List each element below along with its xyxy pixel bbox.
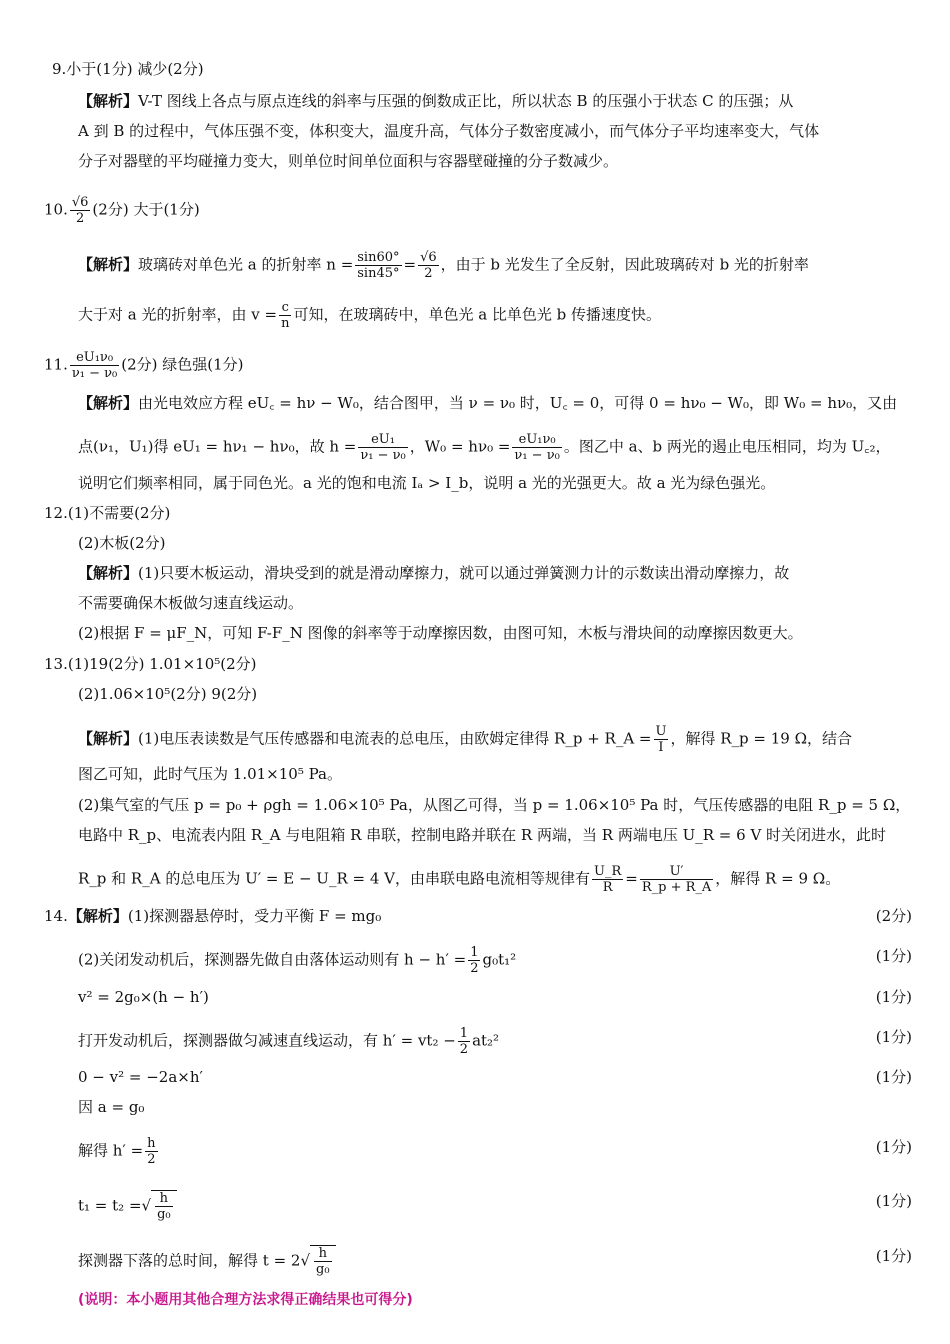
q14-step-7: 解得 h′ = $\frac{h}{2}$ (1分) xyxy=(78,1136,912,1167)
grading-note: (说明：本小题用其他合理方法求得正确结果也可得分) xyxy=(78,1292,413,1308)
q10-answer-rest: (2分) 大于(1分) xyxy=(92,200,200,219)
q10-number: 10. xyxy=(44,200,68,219)
sin-ratio-fraction: $\frac{\sin 60^\circ}{\sin 45^\circ}$ xyxy=(357,250,400,281)
root-fraction: $\frac{√6}{2}$ xyxy=(420,250,437,281)
q14-step-4: 打开发动机后，探测器做匀减速直线运动，有 h′ = vt₂ − $\frac{1}{2}$ at₂² (1分) xyxy=(78,1026,912,1057)
score: (1分) xyxy=(875,1192,912,1210)
analysis-tag: 【解析】 xyxy=(78,729,139,748)
score: (1分) xyxy=(875,1068,912,1086)
analysis-tag: 【解析】 xyxy=(78,394,139,412)
analysis-tag: 【解析】 xyxy=(78,255,139,274)
q10-answer-fraction: $\frac{√6}{2}$ xyxy=(71,195,89,226)
half-fraction: $\frac{1}{2}$ xyxy=(470,945,479,976)
q9-analysis-line-2: A 到 B 的过程中，气体压强不变，体积变大，温度升高，气体分子数密度减小，而气体分子平均速率变大，气体 xyxy=(78,122,820,140)
analysis-tag: 【解析】 xyxy=(78,92,139,110)
score: (1分) xyxy=(875,1028,912,1046)
h-half-fraction: $\frac{h}{2}$ xyxy=(147,1136,156,1167)
w-fraction: $\frac{\text{eU₁ν₀}}{\text{ν₁ − ν₀}}$ xyxy=(514,432,560,463)
q14-step-9: 探测器下落的总时间，解得 t = 2√ $\frac{h}{\text{g₀}}$ (1分) xyxy=(78,1246,912,1277)
score: (1分) xyxy=(875,947,912,965)
q12-analysis-line-3: (2)根据 F = μF_N，可知 F-F_N 图像的斜率等于动摩擦因数，由图可知，木板与滑块间的动摩擦因数更大。 xyxy=(78,624,803,642)
q9-text-1: V-T 图线上各点与原点连线的斜率与压强的倒数成正比，所以状态 B 的压强小于状态 C 的压强；从 xyxy=(138,92,794,110)
q13-analysis-line-1: 【解析】(1)电压表读数是气压传感器和电流表的总电压，由欧姆定律得 R_p + R_A = $\frac{U}{I}$ ，解得 R_p = 19 Ω，结合 xyxy=(78,724,853,755)
q12-analysis-line-2: 不需要确保木板做匀速直线运动。 xyxy=(78,594,304,612)
score: (1分) xyxy=(875,1247,912,1265)
score: (1分) xyxy=(875,1138,912,1156)
q11-answer: 11. $\frac{\text{eU₁ν₀}}{\text{ν₁ − ν₀}}$ (2分) 绿色强(1分) xyxy=(44,350,244,381)
q13-analysis-line-3: (2)集气室的气压 p = p₀ + ρgh = 1.06×10⁵ Pa，从图乙可得，当 p = 1.06×10⁵ Pa 时，气压传感器的电阻 R_p = 5 Ω， xyxy=(78,796,911,814)
q12-analysis-line-1: 【解析】(1)只要木板运动，滑块受到的就是滑动摩擦力，就可以通过弹簧测力计的示数读出滑动摩擦力，故 xyxy=(78,564,790,582)
ohm-fraction: $\frac{U}{I}$ xyxy=(655,724,667,755)
analysis-tag: 【解析】 xyxy=(67,907,128,925)
q14-step-3: v² = 2g₀×(h − h′) (1分) xyxy=(78,988,912,1006)
score: (2分) xyxy=(875,907,912,925)
ur-fraction: $\frac{U\_R}{R}$ xyxy=(594,864,622,895)
q11-answer-fraction: $\frac{\text{eU₁ν₀}}{\text{ν₁ − ν₀}}$ xyxy=(71,350,118,381)
q13-analysis-line-2: 图乙可知，此时气压为 1.01×10⁵ Pa。 xyxy=(78,765,342,783)
speed-fraction: $\frac{c}{n}$ xyxy=(281,300,290,331)
sqrt-radicand: $\frac{h}{\text{g₀}}$ xyxy=(151,1190,177,1222)
q14-step-2: (2)关闭发动机后，探测器先做自由落体运动则有 h − h′ = $\frac{1}{2}$ g₀t₁² (1分) xyxy=(78,945,912,976)
q12-answer-1: 12.(1)不需要(2分) xyxy=(44,504,171,522)
q11-analysis-line-3: 说明它们频率相同，属于同色光。a 光的饱和电流 Iₐ > I_b，说明 a 光的光强更大。故 a 光为绿色强光。 xyxy=(78,474,776,492)
q13-answer-2: (2)1.06×10⁵(2分) 9(2分) xyxy=(78,685,258,703)
q14-step-1: 14.【解析】(1)探测器悬停时，受力平衡 F = mg₀ (2分) xyxy=(44,907,912,925)
q14-step-5: 0 − v² = −2a×h′ (1分) xyxy=(78,1068,912,1086)
q13-analysis-line-4: 电路中 R_p、电流表内阻 R_A 与电阻箱 R 串联，控制电路并联在 R 两端，当 R 两端电压 U_R = 6 V 时关闭进水，此时 xyxy=(78,826,887,844)
half-fraction: $\frac{1}{2}$ xyxy=(459,1026,469,1057)
q14-step-8: t₁ = t₂ =√ $\frac{h}{\text{g₀}}$ (1分) xyxy=(78,1191,912,1222)
sqrt-radicand: $\frac{h}{\text{g₀}}$ xyxy=(310,1245,336,1277)
q13-analysis-line-5: R_p 和 R_A 的总电压为 U′ = E − U_R = 4 V，由串联电路电流相等规律有 $\frac{U\_R}{R}$ = $\frac{U'}{R\_p + R\_A}$ ，解得 R = 9 Ω。 xyxy=(78,864,841,895)
q12-answer-2: (2)木板(2分) xyxy=(78,534,166,552)
h-fraction: $\frac{\text{eU₁}}{\text{ν₁ − ν₀}}$ xyxy=(360,432,406,463)
uprime-fraction: $\frac{U'}{R\_p + R\_A}$ xyxy=(641,864,712,895)
q11-analysis-line-1: 【解析】由光电效应方程 eU꜀ = hν − W₀，结合图甲，当 ν = ν₀ 时，U꜀ = 0，可得 0 = hν₀ − W₀，即 W₀ = hν₀，又由 xyxy=(78,394,898,412)
q14-step-6: 因 a = g₀ xyxy=(78,1098,145,1116)
q13-answer-1: 13.(1)19(2分) 1.01×10⁵(2分) xyxy=(44,655,257,673)
q10-answer xyxy=(44,195,200,226)
analysis-tag: 【解析】 xyxy=(78,564,139,582)
q11-analysis-line-2: 点(ν₁，U₁)得 eU₁ = hν₁ − hν₀，故 h = $\frac{\text{eU₁}}{\text{ν₁ − ν₀}}$ ，W₀ = hν₀ = $\frac{\text{eU₁ν₀}}{\text{ν₁ − ν₀}}$ 。图乙中 a、b 两光的遏止电压相同，均为 U꜀₂， xyxy=(78,432,891,463)
score: (1分) xyxy=(875,988,912,1006)
q9-analysis-line-1 xyxy=(78,90,793,112)
q9-answer: 9.小于(1分) 减少(2分) xyxy=(52,60,204,78)
q10-analysis-line-1: 【解析】玻璃砖对单色光 a 的折射率 n = $\frac{\sin 60^\circ}{\sin 45^\circ}$ = $\frac{√6}{2}$ ，由于 b 光发生了全反射，因此玻璃砖对 b 光的折射率 xyxy=(78,250,809,281)
q10-analysis-line-2: 大于对 a 光的折射率，由 v = $\frac{c}{n}$ 可知，在玻璃砖中，单色光 a 比单色光 b 传播速度快。 xyxy=(78,300,662,331)
q9-analysis-line-3: 分子对器壁的平均碰撞力变大，则单位时间单位面积与容器壁碰撞的分子数减少。 xyxy=(78,152,619,170)
